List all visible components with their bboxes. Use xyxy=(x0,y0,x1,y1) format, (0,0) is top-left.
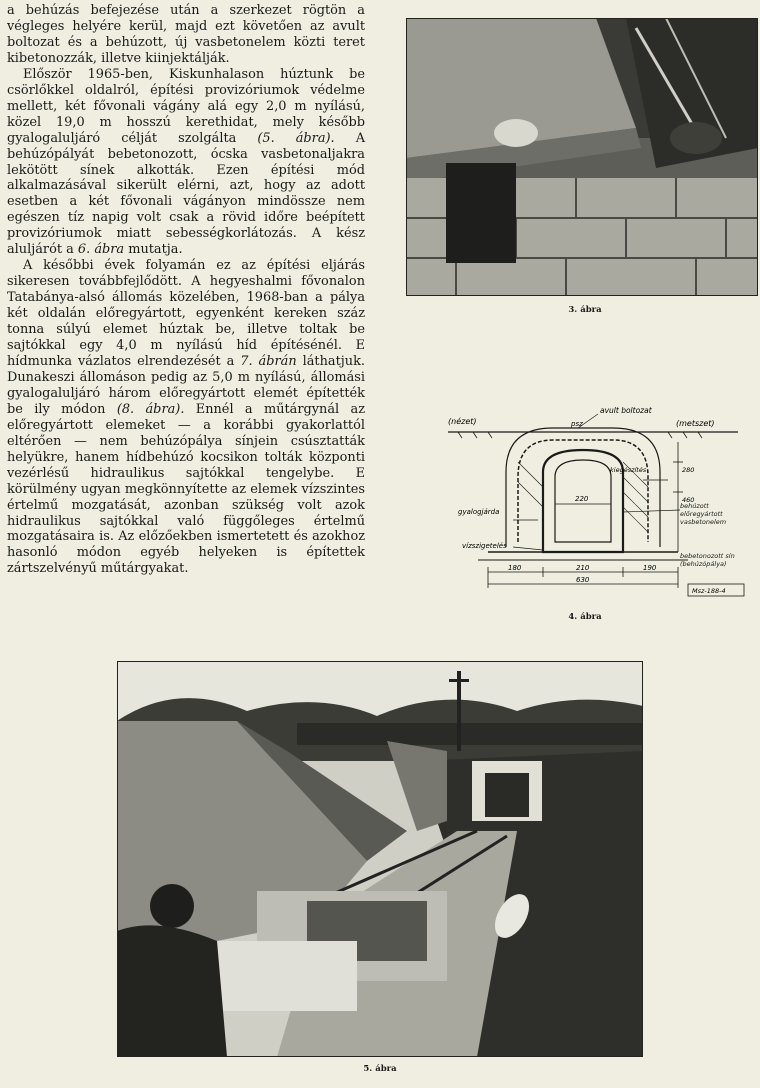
label-nezet: (nézet) xyxy=(448,417,477,426)
figure-3-caption: 3. ábra xyxy=(568,305,602,315)
paragraph-3-text-c: Ennél a műtárgynál az előregyártott elemeket — a korábbi gyakorlattól eltérően — nem behúzópálya sínjein csúsztatták helyükre, hanem hídbehúzó kocsikon tolták központi vezérlésű hidraulikus sajtókkal tengelybe. E körülmény ugyan megkönnyítette az elemek vízszintes értelmű mozgatását, azonban szükség volt azok hidraulikus sajtókkal való függőleges értelmű mozgatásaira is. Az előzőekben ismertetett és azokhoz hasonló módon egyéb helyeken is építettek zártszelvényű műtárgyakat. xyxy=(7,401,366,577)
paragraph-3-text-b: láthatjuk. Dunakeszi állomáson pedig az 5,0 m nyílású, állomási gyalogaluljáró három előregyártott elemét építették be ily módon xyxy=(7,353,365,417)
label-220: 220 xyxy=(575,495,589,503)
paragraph-3-text-a: A későbbi évek folyamán ez az építési eljárás sikeresen továbbfejlődött. A hegyeshalmi fővonalon Tatabánya-alsó állomás közelében, 1968-ban a pálya két oldalán előregyártott, egyenként kereken száz tonna súlyú elemet húztak be, illetve toltak be sajtókkal egy 4,0 m nyílású híd építésénél. E hídmunka vázlatos elrendezését a xyxy=(7,258,365,369)
paragraph-1: a behúzás befejezése után a szerkezet rögtön a végleges helyére kerül, majd ezt követően az avult boltozat és a behúzott, új vasbetonelem közti teret kibetonozzák, illetve kiinjektálják. xyxy=(7,3,365,66)
figure-4-drawing xyxy=(418,402,748,602)
article-text xyxy=(7,3,365,577)
label-190: 190 xyxy=(643,564,657,572)
figure-3-photo xyxy=(406,18,758,296)
label-metszet: (metszet) xyxy=(676,419,715,428)
paragraph-3 xyxy=(7,258,365,577)
label-210: 210 xyxy=(576,564,590,572)
label-180: 180 xyxy=(508,564,522,572)
figure-4-caption: 4. ábra xyxy=(568,612,602,622)
label-280: 280 xyxy=(682,466,695,474)
figure-5-photo xyxy=(117,661,643,1057)
label-psz: psz xyxy=(571,420,583,428)
paragraph-2 xyxy=(7,67,365,258)
label-gyalogjarda: gyalogjárda xyxy=(458,508,500,516)
label-460: 460 xyxy=(682,496,695,504)
label-avult-boltozat: avult boltozat xyxy=(600,406,652,415)
label-kiegeszites: kiegészítés xyxy=(610,466,647,474)
figure-ref-8: (8. ábra). xyxy=(116,401,185,417)
label-630: 630 xyxy=(576,576,590,584)
label-bebetonozott: bebetonozott sín (behúzópálya) xyxy=(680,552,735,568)
figure-ref-5: (5. ábra). xyxy=(257,130,335,146)
paragraph-2-text-a: Először 1965-ben, Kiskunhalason húztunk be csörlőkkel oldalról, építési provizóriumok védelme mellett, két fővonali vágány alá egy 2,0 m nyílású, közel 19,0 m hosszú kerethidat, mely később gyalogaluljáró célját szolgálta xyxy=(7,66,365,146)
paragraph-2-text-b: A behúzópályát bebetonozott, ócska vasbetonaljakra lekötött sínek alkották. Ezen építési mód alkalmazásával sikerült elérni, azt, hogy az adott esetben a két fővonali vágányon mindössze nem egészen tíz napig volt csak a rövid időre beépített provizóriumok miatt sebességkorlátozás. A kész aluljárót a xyxy=(7,130,365,258)
figure-ref-7: 7. ábrán xyxy=(240,353,297,369)
label-msz: Msz-188-4 xyxy=(692,587,726,595)
paragraph-2-text-c: mutatja. xyxy=(128,242,183,258)
figure-5-caption: 5. ábra xyxy=(363,1064,397,1074)
label-vizszigeteles: vízszigetelés xyxy=(462,542,507,550)
figure-ref-6: 6. ábra xyxy=(77,242,125,258)
label-behuzott: behúzott előregyártott vasbetonelem xyxy=(680,502,727,526)
